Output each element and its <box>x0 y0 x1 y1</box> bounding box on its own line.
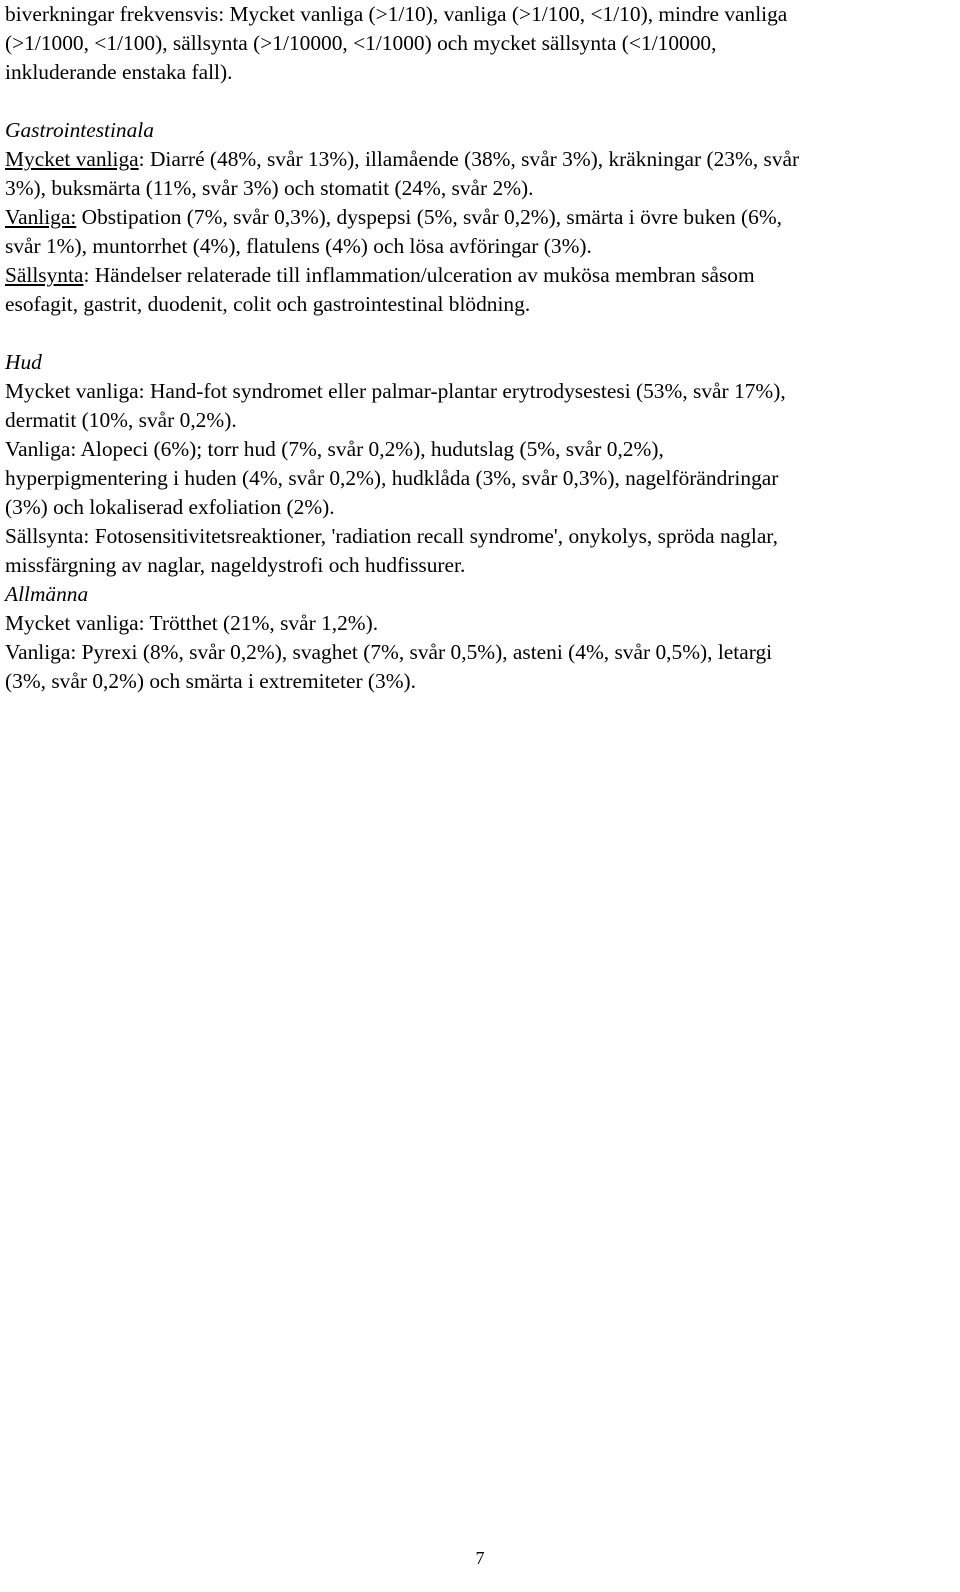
common-line: (3%) och lokaliserad exfoliation (2%). <box>5 495 335 519</box>
rare-text: : Händelser relaterade till inflammation/ulceration av mukösa membran såsom <box>83 263 755 287</box>
section-heading-skin: Hud <box>5 350 42 374</box>
very-common-label: Mycket vanliga <box>5 147 139 171</box>
very-common-line: Mycket vanliga: Trötthet (21%, svår 1,2%). <box>5 611 379 635</box>
common-line: Vanliga: Pyrexi (8%, svår 0,2%), svaghet (7%, svår 0,5%), asteni (4%, svår 0,5%), letargi <box>5 640 773 664</box>
intro-line: biverkningar frekvensvis: Mycket vanliga (>1/10), vanliga (>1/100, <1/10), mindre vanliga <box>5 2 788 26</box>
intro-line: inkluderande enstaka fall). <box>5 60 233 84</box>
common-line: Vanliga: Alopeci (6%); torr hud (7%, svår 0,2%), hudutslag (5%, svår 0,2%), <box>5 437 664 461</box>
common-text: Obstipation (7%, svår 0,3%), dyspepsi (5%, svår 0,2%), smärta i övre buken (6%, <box>76 205 783 229</box>
common-line: svår 1%), muntorrhet (4%), flatulens (4%) och lösa avföringar (3%). <box>5 234 592 258</box>
document-page <box>5 0 955 696</box>
very-common-line: Mycket vanliga: Hand-fot syndromet eller palmar-plantar erytrodysestesi (53%, svår 17%), <box>5 379 786 403</box>
rare-label: Sällsynta <box>5 263 84 287</box>
very-common-text: : Diarré (48%, svår 13%), illamående (38%, svår 3%), kräkningar (23%, svår <box>138 147 800 171</box>
section-heading-gastrointestinal: Gastrointestinala <box>5 118 154 142</box>
intro-line: (>1/1000, <1/100), sällsynta (>1/10000, <1/1000) och mycket sällsynta (<1/10000, <box>5 31 717 55</box>
common-line: (3%, svår 0,2%) och smärta i extremiteter (3%). <box>5 669 417 693</box>
very-common-line <box>5 145 955 174</box>
page-number: 7 <box>475 1548 485 1568</box>
common-line: hyperpigmentering i huden (4%, svår 0,2%), hudklåda (3%, svår 0,3%), nagelförändringar <box>5 466 779 490</box>
rare-line: esofagit, gastrit, duodenit, colit och gastrointestinal blödning. <box>5 292 531 316</box>
common-line <box>5 203 955 232</box>
gastrointestinal-section <box>5 116 955 319</box>
general-section <box>5 580 955 696</box>
rare-line: Sällsynta: Fotosensitivitetsreaktioner, 'radiation recall syndrome', onykolys, spröda naglar, <box>5 524 778 548</box>
intro-paragraph <box>5 0 955 87</box>
very-common-line: 3%), buksmärta (11%, svår 3%) och stomatit (24%, svår 2%). <box>5 176 534 200</box>
rare-line <box>5 261 955 290</box>
common-label: Vanliga: <box>5 205 77 229</box>
skin-section <box>5 348 955 580</box>
section-heading-general: Allmänna <box>5 582 89 606</box>
rare-line: missfärgning av naglar, nageldystrofi och hudfissurer. <box>5 553 466 577</box>
very-common-line: dermatit (10%, svår 0,2%). <box>5 408 237 432</box>
